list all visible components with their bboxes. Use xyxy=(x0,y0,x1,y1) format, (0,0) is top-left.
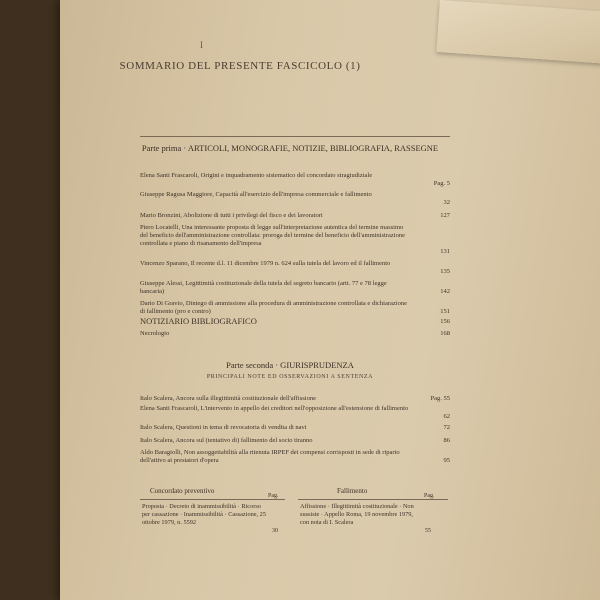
toc-entry xyxy=(140,300,410,316)
toc-page: 127 xyxy=(440,212,450,219)
toc-page: 95 xyxy=(443,457,450,464)
toc-page: 32 xyxy=(443,199,450,206)
fallimento-heading: Fallimento xyxy=(337,487,368,495)
toc-entry-text: Italo Scalera, Questioni in tema di revocatoria di vendita di navi xyxy=(140,424,307,431)
toc-page: 86 xyxy=(443,437,450,444)
toc-page: 151 xyxy=(440,308,450,315)
toc-entry-text: Vincenzo Sparano, Il recente d.l. 11 dicembre 1979 n. 624 sulla tutela del lavoro ed il fallimento xyxy=(140,260,391,267)
toc-entry-text: Italo Scalera, Ancora sulla illegittimità costituzionale dell'affissione xyxy=(140,395,316,402)
toc-entry-text: Elena Santi Frascaroli, Origini e inquadramento sistematico del concordato stragiudiziale xyxy=(140,172,373,179)
toc-entry xyxy=(140,449,410,465)
toc-page: 142 xyxy=(440,288,450,295)
rule-top xyxy=(140,136,450,137)
toc-entry xyxy=(140,172,410,180)
toc-page: 135 xyxy=(440,268,450,275)
toc-entry-text: Aldo Baragiolli, Non assoggettabilità alla ritenuta IRPEF dei compensi corrisposti in sede di riparto dell'attivo ai prestatori d'opera xyxy=(140,449,400,464)
toc-entry-text: Elena Santi Frascaroli, L'intervento in appello dei creditori nell'opposizione all'estensione di fallimento xyxy=(140,405,409,412)
toc-entry-text: NOTIZIARIO BIBLIOGRAFICO xyxy=(140,316,257,326)
toc-entry xyxy=(140,212,410,220)
right-page-label: Pag. xyxy=(424,493,435,499)
toc-entry xyxy=(140,395,410,403)
part2-subheading: PRINCIPALI NOTE ED OSSERVAZIONI A SENTENZA xyxy=(206,374,374,380)
fallimento-page: 55 xyxy=(425,528,431,534)
section-heading-notiziario xyxy=(140,317,410,325)
toc-page: 131 xyxy=(440,248,450,255)
toc-entry xyxy=(140,260,410,268)
toc-page: 62 xyxy=(443,413,450,420)
toc-entry xyxy=(140,280,410,296)
fallimento-entry: Affissione · Illegittimità costituzionale · Non sussiste · Appello Roma, 19 novembre 1979, con nota di I. Scalera xyxy=(300,503,414,526)
toc-entry-text: Giuseppe Ragusa Maggiore, Capacità all'esercizio dell'impresa commerciale e fallimento xyxy=(140,191,372,198)
page-title: SOMMARIO DEL PRESENTE FASCICOLO (1) xyxy=(119,60,361,72)
toc-page: Pag. 5 xyxy=(433,180,450,187)
toc-entry-text: Piero Locatelli, Una interessante proposta di legge sull'interpretazione autentica del termine massimo del beneficio dell'amministrazione controllata: proroga del termine del beneficio dell'amministrazione controllata e piano di risanamento dell'impresa xyxy=(140,224,405,247)
toc-entry xyxy=(140,437,410,445)
toc-entry xyxy=(140,405,410,413)
concordato-page: 30 xyxy=(272,528,278,534)
toc-entry-text: Mario Bronzini, Abolizione di tutti i privilegi del fisco e dei lavoratori xyxy=(140,212,323,219)
part1-heading: Parte prima · ARTICOLI, MONOGRAFIE, NOTIZIE, BIBLIOGRAFIA, RASSEGNE xyxy=(141,143,439,153)
concordato-entry: Proposta · Decreto di inammissibilità · Ricorso per cassazione · Inammissibilità · Cassazione, 25 ottobre 1979, n. 5592 xyxy=(142,503,266,526)
folded-corner xyxy=(436,0,600,68)
toc-entry-text: Giuseppe Alessi, Legittimità costituzionale della tutela del segreto bancario (artt. 77 e 78 legge bancaria) xyxy=(140,280,387,295)
concordato-heading: Concordato preventivo xyxy=(150,487,215,495)
toc-entry-text: Italo Scalera, Ancora sul (tentativo di) fallimento del socio tiranno xyxy=(140,437,313,444)
right-column-rule xyxy=(298,499,448,500)
toc-page: 72 xyxy=(443,424,450,431)
toc-page: Pag. 55 xyxy=(430,395,450,402)
toc-entry xyxy=(140,224,410,248)
toc-page: 168 xyxy=(440,330,450,337)
part2-heading: Parte seconda · GIURISPRUDENZA xyxy=(226,360,354,370)
toc-entry xyxy=(140,424,410,432)
toc-entry-text: Dario Di Gravio, Diniego di ammissione alla procedura di amministrazione controllata e dichiarazione di fallimento (pro e contro) xyxy=(140,300,407,315)
left-column-rule xyxy=(140,499,285,500)
toc-page: 156 xyxy=(440,318,450,325)
toc-entry xyxy=(140,330,410,338)
toc-entry-text: Necrologio xyxy=(140,330,170,337)
toc-entry xyxy=(140,191,410,199)
left-page-label: Pag. xyxy=(268,493,279,499)
pencil-mark: I xyxy=(200,40,203,50)
